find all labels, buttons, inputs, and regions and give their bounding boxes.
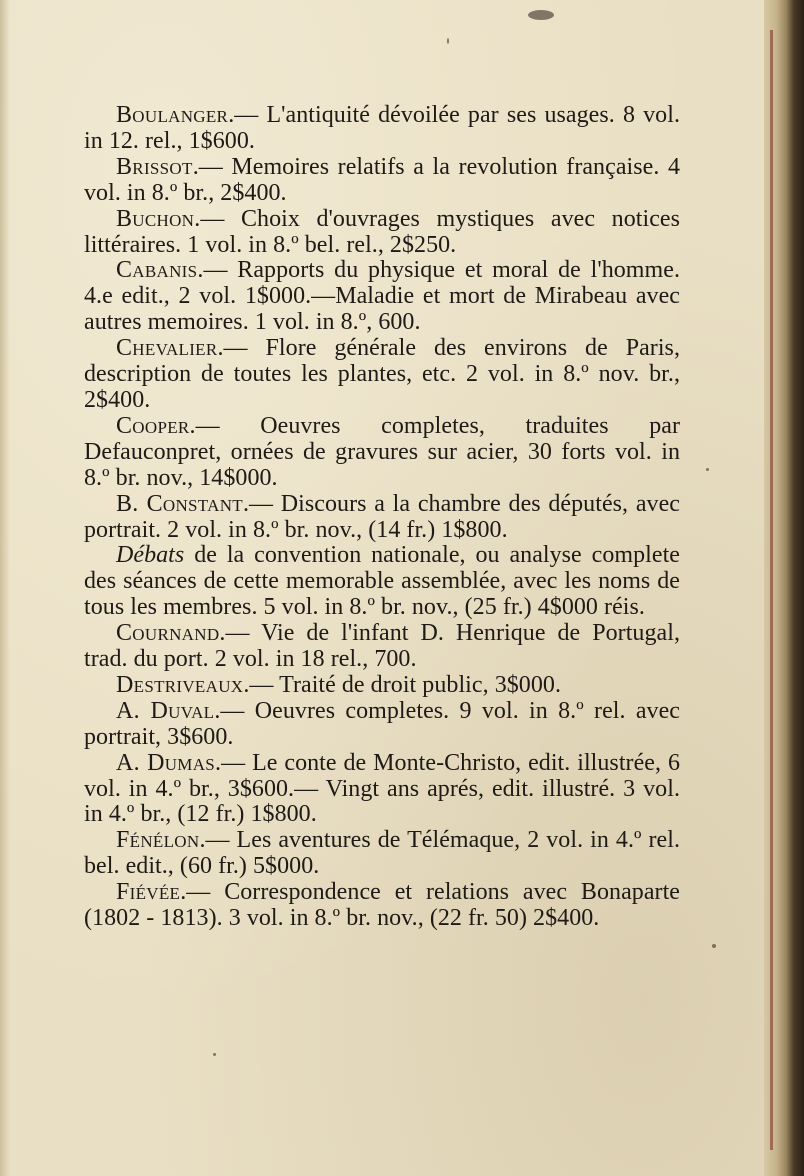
entry-separator: .—	[242, 490, 281, 517]
entry-description: Rapports du physique et moral de l'homme. 4.e edit., 2 vol. 1$000.—Maladie et mort de Mirabeau avec autres memoires. 1 vol. in 8.º, 600.	[84, 257, 680, 336]
entry-separator: .—	[214, 697, 255, 724]
catalogue-entry	[84, 699, 680, 751]
catalogue-entry	[84, 258, 680, 336]
author-name: A. Dumas	[116, 749, 216, 776]
entry-separator: .—	[217, 335, 266, 362]
catalogue-entry	[84, 492, 680, 544]
entry-description: Oeuvres completes, traduites par Defauconpret, ornées de gravures sur acier, 30 forts vol. in 8.º br. nov., 14$000.	[84, 412, 680, 491]
catalogue-text	[84, 103, 680, 932]
author-name: Boulanger	[116, 102, 229, 128]
entry-separator	[184, 542, 194, 568]
entry-description: Oeuvres completes. 9 vol. in 8.º rel. avec portrait, 3$600.	[84, 697, 681, 750]
entry-separator: .—	[180, 879, 225, 906]
catalogue-entry	[84, 751, 680, 829]
entry-description: L'antiquité dévoilée par ses usages. 8 vol. in 12. rel., 1$600.	[84, 102, 680, 154]
paper-speck	[213, 1053, 216, 1056]
author-name: Cooper	[116, 412, 190, 439]
entry-separator: .—	[194, 205, 241, 232]
page-binding-line	[770, 30, 773, 1150]
author-name: A. Duval	[116, 697, 215, 724]
entry-description: Discours a la chambre des députés, avec portrait. 2 vol. in 8.º br. nov., (14 fr.) 1$800.	[84, 490, 680, 543]
entry-separator: .—	[197, 257, 238, 284]
catalogue-entry	[84, 155, 680, 207]
catalogue-entry	[84, 414, 680, 492]
catalogue-entry	[84, 103, 680, 155]
entry-description: Memoires relatifs a la revolution française. 4 vol. in 8.º br., 2$400.	[84, 153, 681, 206]
entry-description: Traité de droit public, 3$000.	[279, 671, 561, 698]
paper-speck	[447, 38, 449, 44]
entry-separator: .—	[243, 671, 280, 698]
author-name: Chevalier	[116, 335, 218, 362]
author-name: Fiévée	[116, 879, 181, 906]
author-name: Cournand	[116, 620, 220, 647]
author-name: B. Constant	[116, 490, 243, 517]
catalogue-entry	[84, 621, 680, 673]
entry-separator: .—	[215, 749, 253, 776]
author-name: Destriveaux	[116, 671, 244, 698]
entry-description: Les aventures de Télémaque, 2 vol. in 4.º rel. bel. edit., (60 fr.) 5$000.	[84, 827, 680, 880]
page-left-edge	[0, 0, 10, 1176]
title-heading: Débats	[116, 542, 185, 569]
paper-speck	[712, 944, 716, 948]
entry-separator: .—	[219, 620, 262, 647]
catalogue-entry	[84, 880, 680, 932]
entry-separator: .—	[192, 153, 232, 180]
paper-speck	[706, 468, 709, 471]
entry-description: Le conte de Monte-Christo, edit. illustrée, 6 vol. in 4.º br., 3$600.— Vingt ans aprés, edit. illustré. 3 vol. in 4.º br., (12 fr.) 1$800.	[84, 749, 680, 828]
entry-description: Vie de l'infant D. Henrique de Portugal, trad. du port. 2 vol. in 18 rel., 700.	[84, 620, 680, 673]
entry-separator: .—	[189, 412, 261, 439]
entry-separator: .—	[228, 102, 267, 128]
catalogue-entry	[84, 207, 680, 259]
catalogue-entry	[84, 828, 680, 880]
author-name: Buchon	[116, 205, 195, 232]
entry-separator: .—	[199, 827, 237, 854]
catalogue-entry	[84, 543, 680, 621]
entry-description: Choix d'ouvrages mystiques avec notices littéraires. 1 vol. in 8.º bel. rel., 2$250.	[84, 205, 680, 258]
catalogue-entry	[84, 336, 680, 414]
author-name: Fénélon	[116, 827, 200, 854]
author-name: Cabanis	[116, 257, 198, 284]
author-name: Brissot	[116, 153, 193, 180]
ink-blot	[528, 10, 554, 20]
catalogue-entry	[84, 673, 680, 699]
entry-description: Flore générale des environs de Paris, description de toutes les plantes, etc. 2 vol. in 8.º nov. br., 2$400.	[84, 335, 680, 413]
entry-description: Correspondence et relations avec Bonaparte (1802 - 1813). 3 vol. in 8.º br. nov., (22 fr. 50) 2$400.	[84, 879, 680, 932]
entry-description: de la convention nationale, ou analyse complete des séances de cette memorable assemblée, avec les noms de tous les membres. 5 vol. in 8.º br. nov., (25 fr.) 4$000 réis.	[84, 542, 680, 621]
